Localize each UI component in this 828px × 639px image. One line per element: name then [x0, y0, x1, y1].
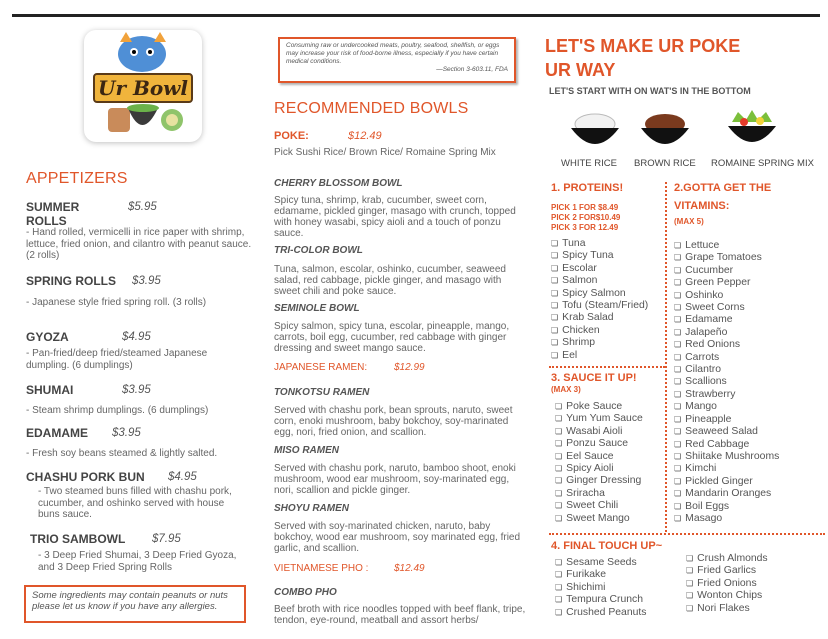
pho-label: VIETNAMESE PHO :	[274, 563, 369, 574]
ramen-name: SHOYU RAMEN	[274, 503, 350, 514]
vitamin-option[interactable]: ❏ Boil Eggs	[674, 501, 779, 513]
ramen-desc: Served with chashu pork, naruto, bamboo shoot, enoki mushroom, wood ear mushroom, soy-marinated egg, nori, scallion and pickle ginger.	[274, 463, 516, 496]
white-rice-bowl-icon	[565, 108, 625, 152]
vitamin-option[interactable]: ❏ Seaweed Salad	[674, 426, 779, 438]
protein-option[interactable]: ❏ Shrimp	[551, 337, 648, 349]
price-tier: PICK 2 FOR$10.49	[551, 213, 621, 222]
topping-option[interactable]: ❏ Crush Almonds	[686, 553, 768, 565]
topping-option[interactable]: ❏ Fried Garlics	[686, 565, 768, 577]
appetizer-desc: - Two steamed buns filled with chashu pork, cucumber, and oshinko served with house buns sauce.	[38, 486, 232, 520]
protein-option[interactable]: ❏ Tofu (Steam/Fried)	[551, 300, 648, 312]
allergy-notice: Some ingredients may contain peanuts or nuts please let us know if you have any allergies.	[24, 585, 246, 623]
sauce-title: 3. SAUCE IT UP!	[551, 372, 637, 384]
appetizer-price: $5.95	[128, 201, 157, 213]
ramen-name: TONKOTSU RAMEN	[274, 387, 370, 398]
base-label: WHITE RICE	[561, 158, 617, 169]
bowl-name: CHERRY BLOSSOM BOWL	[274, 178, 403, 189]
fda-notice-ref: —Section 3-603.11, FDA	[436, 66, 508, 73]
vitamin-option[interactable]: ❏ Green Pepper	[674, 277, 779, 289]
sauce-option[interactable]: ❏ Sweet Mango	[555, 513, 643, 525]
fda-notice-text: Consuming raw or undercooked meats, poultry, seafood, shellfish, or eggs may increase your risk of food-borne illness, especially if you have certain medical conditions.	[286, 42, 500, 65]
appetizer-name: CHASHU PORK BUN	[26, 470, 145, 484]
vitamin-option[interactable]: ❏ Grape Tomatoes	[674, 252, 779, 264]
sauce-option[interactable]: ❏ Sriracha	[555, 488, 643, 500]
build-title-line2: UR WAY	[545, 60, 616, 80]
poke-price: $12.49	[348, 130, 382, 142]
column-divider	[665, 182, 667, 532]
appetizer-price: $7.95	[152, 533, 181, 545]
proteins-title: 1. PROTEINS!	[551, 182, 624, 194]
logo-text: Ur Bowl	[98, 76, 188, 100]
vitamin-option[interactable]: ❏ Mango	[674, 401, 779, 413]
topping-option[interactable]: ❏ Shichimi	[555, 582, 646, 594]
vitamin-option[interactable]: ❏ Pineapple	[674, 414, 779, 426]
appetizer-desc: - Fresh soy beans steamed & lightly salted.	[26, 448, 218, 459]
vitamin-option[interactable]: ❏ Strawberry	[674, 389, 779, 401]
poke-label: POKE:	[274, 130, 309, 142]
sauce-option[interactable]: ❏ Ginger Dressing	[555, 475, 643, 487]
vitamin-option[interactable]: ❏ Kimchi	[674, 463, 779, 475]
pho-desc: Beef broth with rice noodles topped with beef flank, tripe, tendon, eye-round, meatball and assort herbs/	[274, 604, 526, 626]
sauce-option[interactable]: ❏ Eel Sauce	[555, 451, 643, 463]
proteins-prices	[551, 203, 620, 233]
bowl-desc: Spicy salmon, spicy tuna, escolar, pineapple, mango, carrots, boil egg, cucumber, red cabbage with ginger dressing and sweet mango sauce.	[274, 321, 510, 354]
ramen-price: $12.99	[394, 362, 425, 373]
sauce-option[interactable]: ❏ Poke Sauce	[555, 401, 643, 413]
vitamin-option[interactable]: ❏ Mandarin Oranges	[674, 488, 779, 500]
sauces-list	[555, 401, 643, 525]
topping-option[interactable]: ❏ Fried Onions	[686, 578, 768, 590]
appetizer-desc: - 3 Deep Fried Shumai, 3 Deep Fried Gyoza, and 3 Deep Fried Spring Rolls	[38, 550, 237, 573]
vitamin-option[interactable]: ❏ Red Onions	[674, 339, 779, 351]
vitamin-option[interactable]: ❏ Lettuce	[674, 240, 779, 252]
ramen-desc: Served with chashu pork, bean sprouts, naruto, sweet corn, enoki mushroom, baby bokchoy, soy-marinated egg, nori, fried onion, and scallion.	[274, 405, 513, 438]
protein-option[interactable]: ❏ Eel	[551, 350, 648, 362]
topping-option[interactable]: ❏ Furikake	[555, 569, 646, 581]
bowl-desc: Tuna, salmon, escolar, oshinko, cucumber, seaweed salad, red cabbage, pickle ginger, and masago with sweet chili and poke sauce.	[274, 264, 506, 297]
ramen-desc: Served with soy-marinated chicken, naruto, baby bokchoy, wood ear mushroom, soy marinated egg, fried garlic, and scallion.	[274, 521, 521, 554]
appetizer-price: $4.95	[122, 331, 151, 343]
vitamins-list	[674, 240, 779, 525]
pho-price: $12.49	[394, 563, 425, 574]
appetizer-name: GYOZA	[26, 330, 69, 344]
vitamin-option[interactable]: ❏ Sweet Corns	[674, 302, 779, 314]
appetizer-price: $3.95	[112, 427, 141, 439]
fda-notice	[278, 37, 516, 83]
vitamin-option[interactable]: ❏ Cilantro	[674, 364, 779, 376]
vitamins-title-line1: 2.GOTTA GET THE	[674, 182, 772, 194]
protein-option[interactable]: ❏ Salmon	[551, 275, 648, 287]
vitamin-option[interactable]: ❏ Jalapeño	[674, 327, 779, 339]
recommended-title: RECOMMENDED BOWLS	[274, 100, 469, 117]
appetizer-price: $4.95	[168, 471, 197, 483]
ramen-name: MISO RAMEN	[274, 445, 339, 456]
base-label: BROWN RICE	[634, 158, 696, 169]
pho-name: COMBO PHO	[274, 587, 337, 598]
appetizer-price: $3.95	[122, 384, 151, 396]
vitamin-option[interactable]: ❏ Scallions	[674, 376, 779, 388]
appetizer-desc: - Hand rolled, vermicelli in rice paper with shrimp, lettuce, fried onion, and cilantro with peanut sauce. (2 rolls)	[26, 227, 252, 261]
protein-option[interactable]: ❏ Escolar	[551, 263, 648, 275]
final-left-list	[555, 557, 646, 619]
bowl-name: SEMINOLE BOWL	[274, 303, 360, 314]
base-label: ROMAINE SPRING MIX	[711, 158, 814, 169]
appetizer-name: EDAMAME	[26, 426, 88, 440]
topping-option[interactable]: ❏ Nori Flakes	[686, 603, 768, 615]
sauce-option[interactable]: ❏ Ponzu Sauce	[555, 438, 643, 450]
sauce-option[interactable]: ❏ Yum Yum Sauce	[555, 413, 643, 425]
divider	[549, 366, 665, 368]
vitamin-option[interactable]: ❏ Edamame	[674, 314, 779, 326]
vitamin-option[interactable]: ❏ Pickled Ginger	[674, 476, 779, 488]
topping-option[interactable]: ❏ Wonton Chips	[686, 590, 768, 602]
protein-option[interactable]: ❏ Spicy Salmon	[551, 288, 648, 300]
protein-option[interactable]: ❏ Krab Salad	[551, 312, 648, 324]
sauce-option[interactable]: ❏ Sweet Chili	[555, 500, 643, 512]
appetizer-name: SHUMAI	[26, 383, 74, 397]
sauce-max: (MAX 3)	[551, 385, 581, 394]
vitamin-option[interactable]: ❏ Red Cabbage	[674, 439, 779, 451]
topping-option[interactable]: ❏ Crushed Peanuts	[555, 607, 646, 619]
build-title	[545, 34, 740, 82]
protein-option[interactable]: ❏ Spicy Tuna	[551, 250, 648, 262]
price-tier: PICK 1 FOR $8.49	[551, 203, 619, 212]
bowl-name: TRI-COLOR BOWL	[274, 245, 363, 256]
topping-option[interactable]: ❏ Sesame Seeds	[555, 557, 646, 569]
appetizer-desc: - Steam shrimp dumplings. (6 dumplings)	[26, 405, 209, 416]
appetizer-desc: - Pan-fried/deep fried/steamed Japanese dumpling. (6 dumplings)	[26, 348, 208, 371]
build-subtitle: LET'S START WITH ON WAT'S IN THE BOTTOM	[549, 86, 751, 96]
vitamin-option[interactable]: ❏ Masago	[674, 513, 779, 525]
vitamin-option[interactable]: ❏ Carrots	[674, 352, 779, 364]
appetizer-name: SUMMER ROLLS	[26, 200, 80, 228]
brown-rice-bowl-icon	[635, 108, 695, 152]
appetizer-price: $3.95	[132, 275, 161, 287]
ur-bowl-logo	[84, 30, 202, 142]
divider	[549, 533, 825, 535]
topping-option[interactable]: ❏ Tempura Crunch	[555, 594, 646, 606]
final-right-list	[686, 553, 768, 615]
price-tier: PICK 3 FOR 12.49	[551, 223, 619, 232]
appetizer-name: SPRING ROLLS	[26, 274, 117, 288]
vitamin-option[interactable]: ❏ Oshinko	[674, 290, 779, 302]
top-rule	[12, 14, 820, 17]
build-title-line1: LET'S MAKE UR POKE	[545, 36, 741, 56]
appetizer-name: TRIO SAMBOWL	[30, 532, 126, 546]
vitamin-option[interactable]: ❏ Shiitake Mushrooms	[674, 451, 779, 463]
vitamins-title-line2: VITAMINS:	[674, 200, 730, 212]
proteins-list	[551, 238, 648, 362]
bowl-desc: Spicy tuna, shrimp, krab, cucumber, sweet corn, edamame, pickled ginger, masago with crunch, topped with honey wasabi, spicy aioli and a touch of ponzu sauce.	[274, 195, 516, 239]
final-title: 4. FINAL TOUCH UP~	[551, 540, 663, 552]
appetizer-desc: - Japanese style fried spring roll. (3 rolls)	[26, 297, 207, 308]
poke-base: Pick Sushi Rice/ Brown Rice/ Romaine Spring Mix	[274, 147, 496, 158]
sauce-option[interactable]: ❏ Wasabi Aioli	[555, 426, 643, 438]
sauce-option[interactable]: ❏ Spicy Aioli	[555, 463, 643, 475]
vitamins-max: (MAX 5)	[674, 217, 704, 226]
romaine-bowl-icon	[722, 106, 782, 152]
vitamin-option[interactable]: ❏ Cucumber	[674, 265, 779, 277]
ramen-label: JAPANESE RAMEN:	[274, 362, 368, 373]
appetizers-title: APPETIZERS	[26, 170, 128, 187]
protein-option[interactable]: ❏ Tuna	[551, 238, 648, 250]
protein-option[interactable]: ❏ Chicken	[551, 325, 648, 337]
